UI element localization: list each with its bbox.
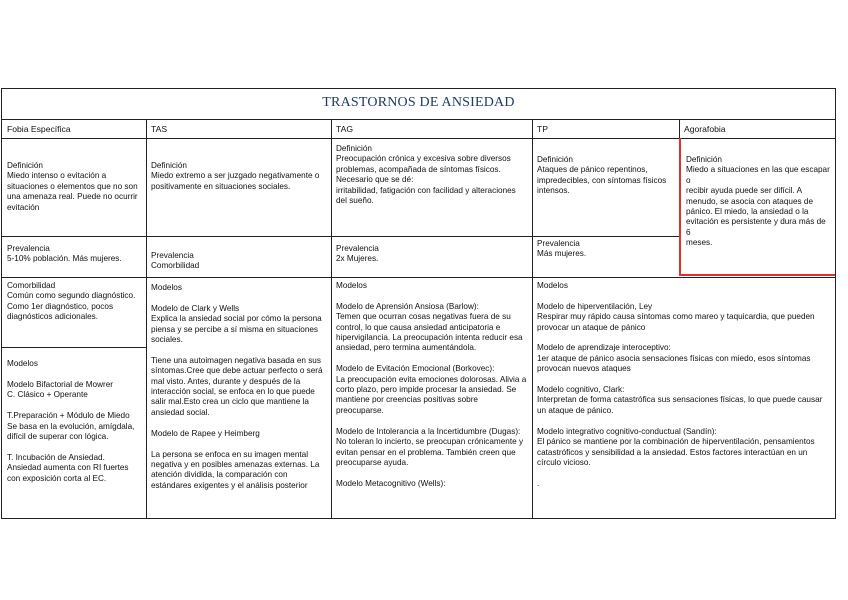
fobia-prevalencia: Prevalencia 5-10% población. Más mujeres. [7,244,122,264]
tp-modelos: Modelos Modelo de hiperventilación, Ley Respirar muy rápido causa síntomas como mareo y taquicardia, que pueden provocar un ataque de pánico Modelo de aprendizaje interoceptivo: 1er ataque de pánico asocia sensaciones físicas con miedo, esos síntomas provocan nuevos ataques Modelo cognitivo, Clark: Interpretan de forma catastrófica sus sensaciones físicas, lo que puede causar un ataque de pánico. Modelo integrativo cognitivo-conductual (Sandín): El pánico se mantiene por la combinación de hiperventilación, pensamientos catastróficos y sensibilidad a la ansiedad. Estos factores interactúan en un círculo vicioso. . [537,281,823,488]
anxiety-disorders-table [1,88,836,519]
header-fobia: Fobia Específica [7,124,71,134]
fobia-modelos-title: Modelos [7,359,38,368]
tp-definicion: Definición Ataques de pánico repentinos, impredecibles, con síntomas físicos intensos. [537,155,667,196]
tas-definicion: Definición Miedo extremo a ser juzgado negativamente o positivamente en situaciones sociales. [151,161,320,191]
tag-definicion: Definición Preocupación crónica y excesiva sobre diversos problemas, acompañada de síntomas físicos. Necesario que se dé: irritabilidad, fatigación con facilidad y alteraciones del sueño. [336,144,516,206]
column-divider-2 [331,119,332,519]
divider-prevalencia-right [533,277,835,278]
header-agorafobia: Agorafobia [684,124,726,134]
fobia-definicion: Definición Miedo intenso o evitación a situaciones o elementos que no son una amenaza real. Puede no ocurrir evitación [7,161,138,212]
tas-modelos: Modelos Modelo de Clark y Wells Explica la ansiedad social por cómo la persona piensa y se percibe a sí misma en situaciones sociales. Tiene una autoimagen negativa basada en sus síntomas.Cree que debe actuar perfecto o será mal visto. Antes, durante y después de la interacción social, se enfoca en lo que puede salir mal.Esto crea un ciclo que mantiene la ansiedad social. Modelo de Rapee y Heimberg La persona se enfoca en su imagen mental negativa y en posibles amenazas externas. La atención dividida, la comparación con estándares exigentes y el análisis posterior [151,283,323,490]
fobia-comorbilidad: Comorbilidad Común como segundo diagnóstico. Como 1er diagnóstico, pocos diagnósticos adicionales. [7,281,136,322]
column-divider-3 [532,119,533,519]
tp-prevalencia: Prevalencia Más mujeres. [537,239,587,259]
tas-prevalencia: Prevalencia Comorbilidad [151,251,200,271]
divider-definicion [2,236,679,237]
tag-modelos: Modelos Modelo de Aprensión Ansiosa (Barlow): Temen que ocurran cosas negativas fuera de su control, lo que causa ansiedad anticipatoria e hipervigilancia. La preocupación intenta reducir esa ansiedad, pero termina aumentándola. Modelo de Evitación Emocional (Borkovec): La preocupación evita emociones dolorosas. Alivia a corto plazo, pero impide procesar la ansiedad. Se mantiene por creencias positivas sobre preocuparse. Modelo de Intolerancia a la Incertidumbre (Dugas): No toleran lo incierto, se preocupan crónicamente y evitan pensar en el problema. También creen que preocuparse ayuda. Modelo Metacognitivo (Wells): [336,281,527,488]
header-tp: TP [537,124,548,134]
divider-comorbilidad [2,347,147,348]
table-title: TRASTORNOS DE ANSIEDAD [322,95,515,110]
divider-title [2,119,835,120]
column-divider-1 [146,119,147,519]
divider-prevalencia-mid [147,277,533,278]
tag-prevalencia: Prevalencia 2x Mujeres. [336,244,379,264]
fobia-modelos: Modelo Bifactorial de Mowrer C. Clásico + Operante T.Preparación + Módulo de Miedo Se basa en la evolución, amígdala, difícil de superar con lógica. T. Incubación de Ansiedad. Ansiedad aumenta con RI fuertes con exposición corta al EC. [7,380,135,483]
header-tas: TAS [151,124,168,134]
agorafobia-definicion: Definición Miedo a situaciones en las que escapar o recibir ayuda puede ser difícil. A menudo, se asocia con ataques de pánico. El miedo, la ansiedad o la evitación es persistente y dura más de 6 meses. [686,155,830,248]
header-tag: TAG [336,124,354,134]
divider-prevalencia-fobia [2,277,147,278]
